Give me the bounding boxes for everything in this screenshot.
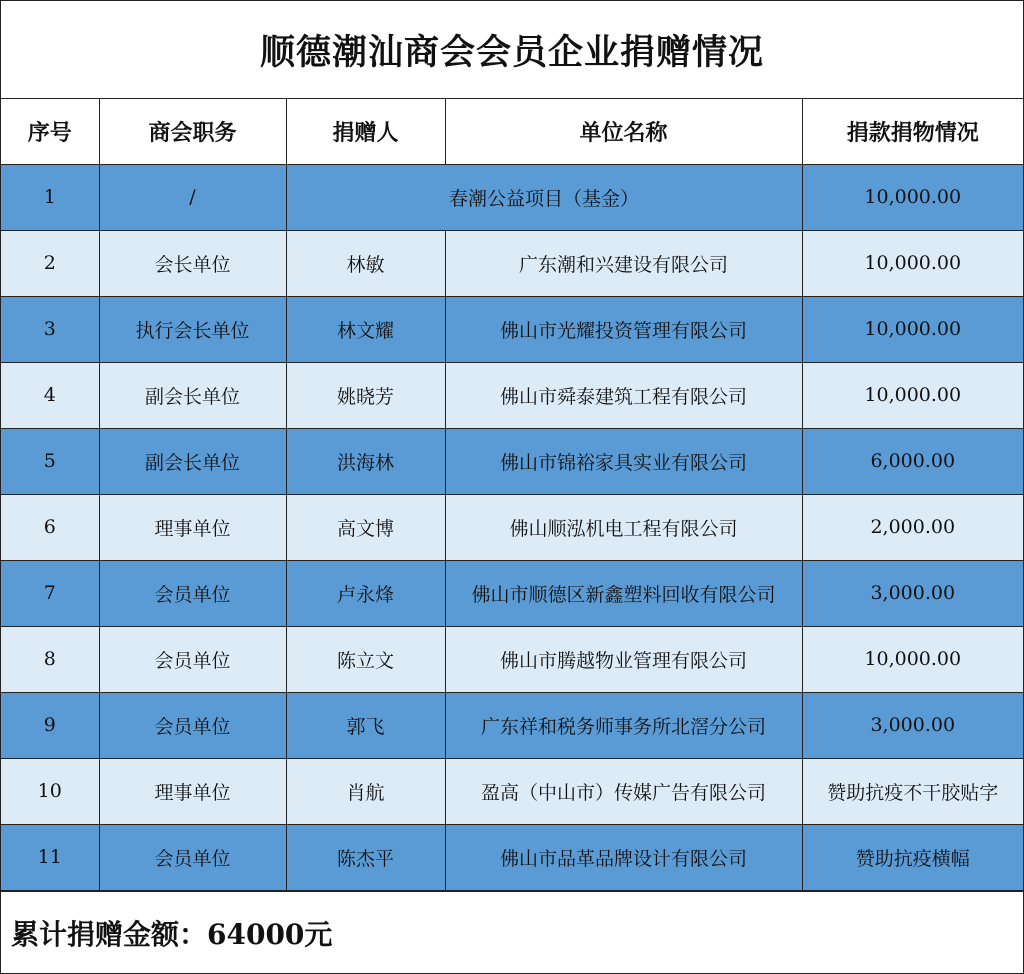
- header-org: 单位名称: [445, 99, 802, 164]
- cell-donor: 姚晓芳: [286, 362, 445, 428]
- cell-org: 佛山市品革品牌设计有限公司: [445, 824, 802, 890]
- cell-donor: 陈杰平: [286, 824, 445, 890]
- header-role: 商会职务: [99, 99, 286, 164]
- cell-org: 广东祥和税务师事务所北滘分公司: [445, 692, 802, 758]
- cell-donor: 高文博: [286, 494, 445, 560]
- table-header-row: [1, 99, 1023, 164]
- cell-role: /: [99, 164, 286, 230]
- header-amount: 捐款捐物情况: [802, 99, 1023, 164]
- cell-donor: 洪海林: [286, 428, 445, 494]
- cell-no: 11: [1, 824, 99, 890]
- cell-amount: 10,000.00: [802, 626, 1023, 692]
- cell-role: 理事单位: [99, 494, 286, 560]
- cell-amount: 10,000.00: [802, 362, 1023, 428]
- cell-amount: 2,000.00: [802, 494, 1023, 560]
- header-no: 序号: [1, 99, 99, 164]
- cell-amount: 10,000.00: [802, 230, 1023, 296]
- table-row: [1, 494, 1023, 560]
- cell-role: 会员单位: [99, 692, 286, 758]
- cell-no: 7: [1, 560, 99, 626]
- cell-amount: 赞助抗疫不干胶贴字: [802, 758, 1023, 824]
- cell-no: 1: [1, 164, 99, 230]
- cell-role: 理事单位: [99, 758, 286, 824]
- page-title: 顺德潮汕商会会员企业捐赠情况: [1, 1, 1023, 99]
- cell-no: 5: [1, 428, 99, 494]
- cell-no: 9: [1, 692, 99, 758]
- cell-donor: 陈立文: [286, 626, 445, 692]
- cell-donor: 卢永烽: [286, 560, 445, 626]
- cell-org: 广东潮和兴建设有限公司: [445, 230, 802, 296]
- table-row: [1, 626, 1023, 692]
- cell-amount: 6,000.00: [802, 428, 1023, 494]
- cell-no: 3: [1, 296, 99, 362]
- cell-merged: 春潮公益项目（基金）: [286, 164, 802, 230]
- cell-donor: 郭飞: [286, 692, 445, 758]
- total-donation: 累计捐赠金额：64000元: [1, 891, 1023, 974]
- table-row: [1, 230, 1023, 296]
- cell-no: 8: [1, 626, 99, 692]
- cell-role: 副会长单位: [99, 362, 286, 428]
- cell-amount: 赞助抗疫横幅: [802, 824, 1023, 890]
- table-row: [1, 362, 1023, 428]
- donation-table: [1, 99, 1023, 891]
- cell-org: 佛山市光耀投资管理有限公司: [445, 296, 802, 362]
- cell-amount: 3,000.00: [802, 692, 1023, 758]
- cell-amount: 10,000.00: [802, 296, 1023, 362]
- cell-amount: 3,000.00: [802, 560, 1023, 626]
- cell-org: 佛山市舜泰建筑工程有限公司: [445, 362, 802, 428]
- table-row: [1, 824, 1023, 890]
- cell-role: 会员单位: [99, 560, 286, 626]
- cell-donor: 林敏: [286, 230, 445, 296]
- table-row: [1, 428, 1023, 494]
- table-row: [1, 692, 1023, 758]
- table-row: [1, 296, 1023, 362]
- cell-org: 佛山市顺德区新鑫塑料回收有限公司: [445, 560, 802, 626]
- cell-role: 会员单位: [99, 626, 286, 692]
- cell-no: 2: [1, 230, 99, 296]
- cell-donor: 林文耀: [286, 296, 445, 362]
- cell-donor: 肖航: [286, 758, 445, 824]
- header-donor: 捐赠人: [286, 99, 445, 164]
- cell-role: 执行会长单位: [99, 296, 286, 362]
- cell-org: 佛山顺泓机电工程有限公司: [445, 494, 802, 560]
- cell-role: 副会长单位: [99, 428, 286, 494]
- cell-org: 佛山市腾越物业管理有限公司: [445, 626, 802, 692]
- cell-no: 10: [1, 758, 99, 824]
- cell-amount: 10,000.00: [802, 164, 1023, 230]
- table-row: [1, 164, 1023, 230]
- cell-role: 会长单位: [99, 230, 286, 296]
- cell-org: 盈高（中山市）传媒广告有限公司: [445, 758, 802, 824]
- cell-no: 4: [1, 362, 99, 428]
- table-row: [1, 758, 1023, 824]
- table-row: [1, 560, 1023, 626]
- cell-org: 佛山市锦裕家具实业有限公司: [445, 428, 802, 494]
- cell-role: 会员单位: [99, 824, 286, 890]
- cell-no: 6: [1, 494, 99, 560]
